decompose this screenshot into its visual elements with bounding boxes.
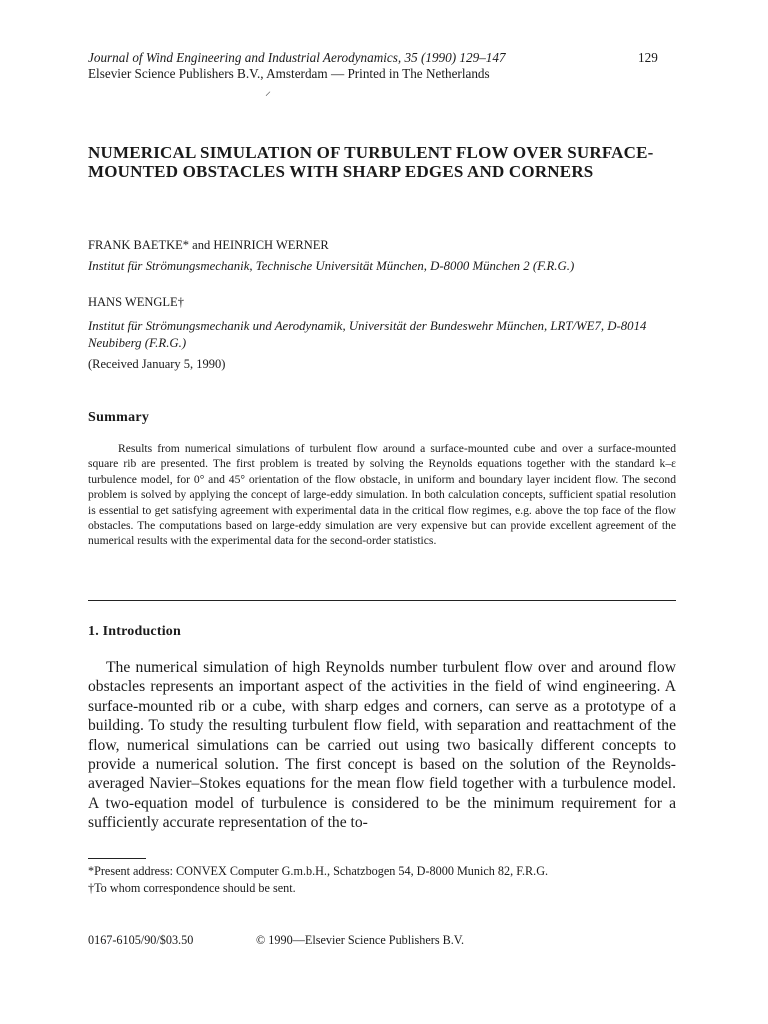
authors-line-1: FRANK BAETKE* and HEINRICH WERNER bbox=[88, 238, 329, 252]
introduction-text: The numerical simulation of high Reynolds number turbulent flow over and around flow obstacles represents an important aspect of the activities in the field of wind engineering. A surface-mounted rib or a cube, with sharp edges and corners, can serve as a prototype of a building. To study the resulting turbulent flow field, with separation and reattachment of the flow, numerical simulations can be carried out using two basically different concepts to provide a numerical solution. The first concept is based on the solution of the Reynolds-averaged Navier–Stokes equations for the mean flow field together with a turbulence model. A two-equation model of turbulence is considered to be the minimum requirement for a sufficiently accurate representation of the to- bbox=[88, 659, 676, 832]
journal-citation: Journal of Wind Engineering and Industrial Aerodynamics, 35 (1990) 129–147 bbox=[88, 50, 506, 65]
affiliation-1: Institut für Strömungsmechanik, Technische Universität München, D-8000 München 2 (F.R.G.) bbox=[88, 259, 575, 273]
issn-line: 0167-6105/90/$03.50 bbox=[88, 933, 194, 947]
affiliation-2: Institut für Strömungsmechanik und Aerodynamik, Universität der Bundeswehr München, LRT/WE7, D-8014 Neubiberg (F.R.G.) bbox=[88, 319, 647, 350]
authors-line-2: HANS WENGLE† bbox=[88, 295, 184, 309]
scan-mark: ⸝ bbox=[265, 84, 272, 98]
footnote-divider bbox=[88, 858, 146, 859]
publisher-line: Elsevier Science Publishers B.V., Amsterdam — Printed in The Netherlands bbox=[88, 66, 490, 81]
section-divider bbox=[88, 600, 676, 601]
copyright-line: © 1990—Elsevier Science Publishers B.V. bbox=[256, 933, 465, 947]
introduction-heading: 1. Introduction bbox=[88, 624, 181, 639]
footnote-correspondence: †To whom correspondence should be sent. bbox=[88, 881, 296, 895]
summary-text: Results from numerical simulations of turbulent flow around a surface-mounted cube and over a surface-mounted square rib are presented. The first problem is treated by solving the Reynolds equations together with the standard k–ε turbulence model, for 0° and 45° orientation of the flow obstacle, in uniform and boundary layer incident flow. The second problem is solved by applying the concept of large-eddy simulation. In both calculation concepts, sufficient spatial resolution is essential to get satisfying agreement with experimental data in the critical flow regimes, e.g. above the top face of the flow obstacles. The computations based on large-eddy simulation are very expensive but can provide excellent agreement of the numerical results with the experimental data for the second-order statistics. bbox=[88, 442, 676, 548]
page-number: 129 bbox=[638, 50, 658, 65]
summary-heading: Summary bbox=[88, 410, 150, 425]
received-date: (Received January 5, 1990) bbox=[88, 357, 226, 371]
paper-title: NUMERICAL SIMULATION OF TURBULENT FLOW OVER SURFACE-MOUNTED OBSTACLES WITH SHARP EDGES AND CORNERS bbox=[88, 143, 654, 181]
footnote-present-address: *Present address: CONVEX Computer G.m.b.H., Schatzbogen 54, D-8000 Munich 82, F.R.G. bbox=[88, 864, 549, 878]
